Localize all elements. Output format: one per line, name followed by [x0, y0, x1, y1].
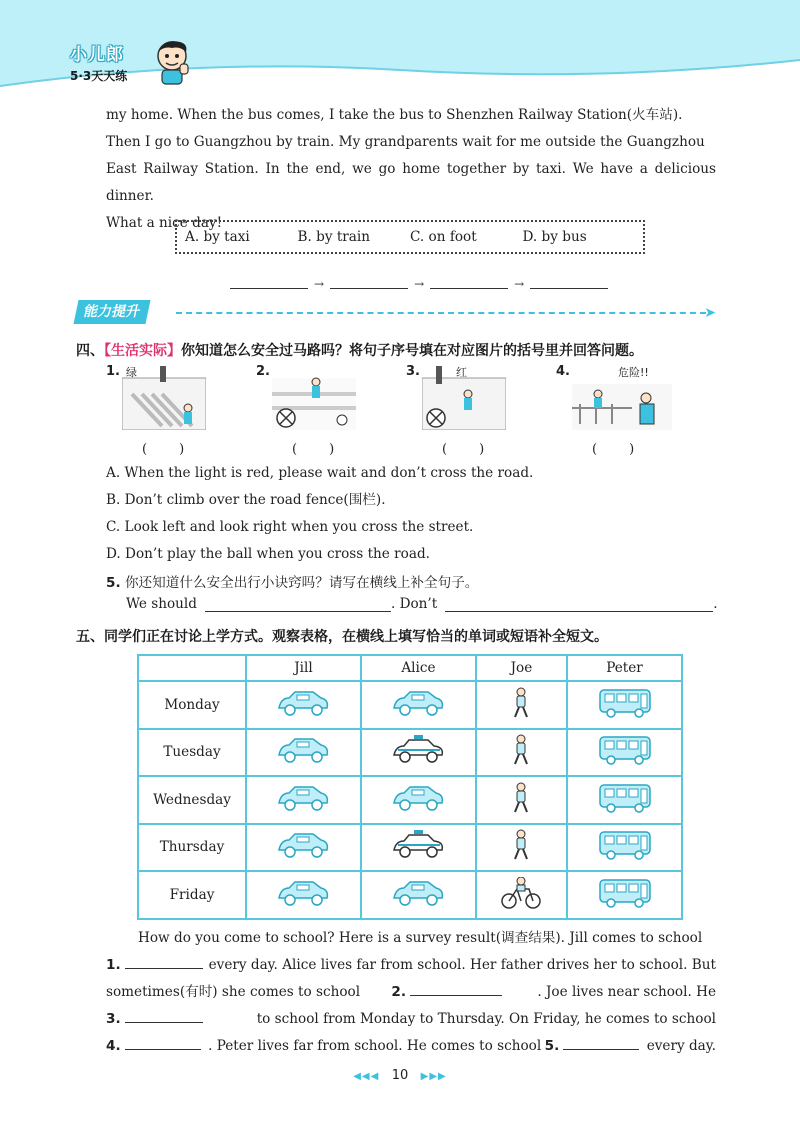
- survey-passage: [106, 925, 716, 1060]
- bus-icon: [597, 849, 653, 865]
- banner-dashed-line: [176, 312, 706, 314]
- table-row: [138, 681, 682, 729]
- blank-number: 3.: [106, 1011, 121, 1027]
- transport-cell: [246, 871, 361, 919]
- dont-blank[interactable]: [445, 598, 713, 612]
- car-icon: [275, 896, 331, 912]
- answer-paren[interactable]: ( ): [442, 442, 487, 457]
- column-header: Alice: [361, 655, 476, 681]
- transport-cell: [567, 871, 682, 919]
- picture-caption: 绿: [126, 366, 137, 379]
- walk-icon: [508, 802, 534, 818]
- transport-cell: [567, 824, 682, 872]
- fence-climbing-icon: [572, 364, 672, 430]
- transport-survey-table: [137, 654, 683, 920]
- table-row: [138, 824, 682, 872]
- answer-blank-3[interactable]: [125, 1009, 203, 1023]
- sequence-blank-4[interactable]: [530, 279, 608, 289]
- option-b: B. by train: [297, 229, 371, 245]
- transport-cell: [476, 681, 567, 729]
- intro-line: East Railway Station. In the end, we go home together by taxi. We have a delicious dinner.: [106, 161, 716, 204]
- ball-on-road-icon: [272, 364, 356, 430]
- car-icon: [390, 706, 446, 722]
- question-prompt: 你知道怎么安全过马路吗？将句子序号填在对应图片的括号里并回答问题。: [181, 343, 643, 359]
- sub-question-5: [106, 571, 478, 591]
- intro-line: Then I go to Guangzhou by train. My grandparents wait for me outside the Guangzhou: [106, 134, 705, 150]
- transport-cell: [567, 681, 682, 729]
- passage-line: [106, 1006, 716, 1033]
- answer-blank-4[interactable]: [125, 1036, 201, 1050]
- arrow-right-icon: →: [514, 277, 525, 291]
- question-number: 四、: [76, 343, 104, 359]
- sequence-blank-3[interactable]: [430, 279, 508, 289]
- intro-line: What a nice day!: [106, 215, 223, 231]
- bike-icon: [499, 897, 543, 913]
- bus-icon: [597, 754, 653, 770]
- bus-icon: [597, 802, 653, 818]
- day-cell: Tuesday: [138, 729, 246, 777]
- sentence-option: D. Don’t play the ball when you cross the road.: [106, 546, 430, 562]
- arrow-head-icon: ➤: [704, 305, 716, 321]
- column-header: Joe: [476, 655, 567, 681]
- transport-cell: [361, 729, 476, 777]
- sentence-option: C. Look left and look right when you cross the street.: [106, 519, 474, 535]
- fill-end-period: .: [713, 596, 718, 612]
- question-number: 五、: [76, 629, 104, 645]
- question-prompt: 同学们正在讨论上学方式。观察表格，在横线上填写恰当的单词或短语补全短文。: [104, 629, 608, 645]
- passage-text: sometimes(有时) she comes to school: [106, 984, 361, 1000]
- picture-caption: 危险!!: [618, 366, 649, 379]
- passage-text: to school from Monday to Thursday. On Friday, he comes to school: [256, 1011, 716, 1027]
- passage-text: . Joe lives near school. He: [537, 984, 716, 1000]
- picture-number: 2.: [256, 364, 270, 379]
- bus-icon: [597, 707, 653, 723]
- transport-cell: [246, 681, 361, 729]
- answer-blank-2[interactable]: [410, 982, 502, 996]
- sentence-option: A. When the light is red, please wait and don’t cross the road.: [106, 465, 534, 481]
- transport-cell: [361, 871, 476, 919]
- series-name: 5·3天天练: [70, 69, 128, 83]
- transport-cell: [246, 824, 361, 872]
- car-icon: [275, 706, 331, 722]
- passage-line: [106, 925, 716, 952]
- page-number: 10: [391, 1068, 409, 1083]
- blank-number: 5.: [544, 1038, 560, 1054]
- car-icon: [390, 801, 446, 817]
- intro-passage: [106, 102, 716, 237]
- day-cell: Wednesday: [138, 776, 246, 824]
- column-header: Jill: [246, 655, 361, 681]
- passage-line: [106, 1033, 716, 1060]
- bus-icon: [597, 897, 653, 913]
- day-cell: Friday: [138, 871, 246, 919]
- intro-line: my home. When the bus comes, I take the bus to Shenzhen Railway Station(火车站).: [106, 107, 683, 123]
- walk-icon: [508, 754, 534, 770]
- we-should-blank[interactable]: [205, 598, 391, 612]
- table-row: [138, 729, 682, 777]
- table-header-row: [138, 655, 682, 681]
- answer-paren[interactable]: ( ): [142, 442, 187, 457]
- page-footer: [0, 1068, 800, 1083]
- safety-pictures: [100, 364, 660, 457]
- answer-paren[interactable]: ( ): [592, 442, 637, 457]
- taxi-icon: [390, 753, 446, 769]
- sequence-answer-row: [230, 277, 608, 291]
- taxi-icon: [390, 848, 446, 864]
- safety-tip-fill-line: [126, 596, 726, 612]
- logo-text: 小儿郎: [70, 45, 124, 65]
- answer-paren[interactable]: ( ): [292, 442, 337, 457]
- option-d: D. by bus: [522, 229, 587, 245]
- transport-cell: [476, 776, 567, 824]
- passage-text: . Peter lives far from school. He comes to school: [208, 1038, 542, 1054]
- transport-cell: [246, 729, 361, 777]
- answer-blank-1[interactable]: [125, 955, 203, 969]
- sub-question-number: 5.: [106, 575, 121, 591]
- question-4-title: [76, 340, 643, 360]
- transport-options-box: [175, 220, 645, 254]
- sentence-option: B. Don’t climb over the road fence(围栏).: [106, 492, 386, 508]
- sub-question-prompt: 你还知道什么安全出行小诀窍吗？请写在横线上补全句子。: [124, 575, 479, 591]
- blank-number: 4.: [106, 1038, 121, 1054]
- mascot-icon: [150, 38, 194, 86]
- column-header: Peter: [567, 655, 682, 681]
- passage-text: every day. Alice lives far from school. Her father drives her to school. But: [208, 957, 716, 973]
- transport-cell: [246, 776, 361, 824]
- transport-cell: [567, 776, 682, 824]
- answer-blank-5[interactable]: [563, 1036, 639, 1050]
- picture-number: 1.: [106, 364, 120, 379]
- dont-label: . Don’t: [390, 596, 438, 612]
- blank-number: 1.: [106, 957, 121, 973]
- section-banner-label: 能力提升: [73, 300, 150, 324]
- arrow-right-icon: →: [314, 277, 325, 291]
- picture-number: 4.: [556, 364, 570, 379]
- day-cell: Monday: [138, 681, 246, 729]
- section-banner: [76, 300, 716, 326]
- picture-caption: 红: [456, 366, 467, 379]
- we-should-label: We should: [126, 596, 197, 612]
- arrow-right-icon: →: [414, 277, 425, 291]
- table-row: [138, 871, 682, 919]
- sequence-blank-1[interactable]: [230, 279, 308, 289]
- question-5-title: [76, 626, 608, 646]
- corner-cell: [138, 655, 246, 681]
- red-light-crossing-icon: [422, 364, 506, 430]
- transport-cell: [476, 824, 567, 872]
- sequence-blank-2[interactable]: [330, 279, 408, 289]
- blank-number: 2.: [391, 984, 407, 1000]
- passage-line: [106, 952, 716, 979]
- transport-cell: [361, 776, 476, 824]
- day-cell: Thursday: [138, 824, 246, 872]
- transport-cell: [361, 824, 476, 872]
- transport-cell: [476, 729, 567, 777]
- brand-logo: [70, 40, 127, 84]
- passage-text: every day.: [646, 1038, 716, 1054]
- transport-cell: [476, 871, 567, 919]
- option-c: C. on foot: [410, 229, 477, 245]
- walk-icon: [508, 849, 534, 865]
- car-icon: [275, 753, 331, 769]
- passage-line: [106, 979, 716, 1006]
- crosswalk-green-light-icon: [122, 364, 206, 430]
- car-icon: [275, 801, 331, 817]
- transport-cell: [567, 729, 682, 777]
- option-a: A. by taxi: [185, 229, 250, 245]
- left-arrows-icon: ◀◀◀: [353, 1071, 380, 1082]
- walk-icon: [508, 707, 534, 723]
- car-icon: [275, 848, 331, 864]
- passage-text: How do you come to school? Here is a survey result(调查结果). Jill comes to school: [138, 930, 703, 946]
- picture-number: 3.: [406, 364, 420, 379]
- car-icon: [390, 896, 446, 912]
- sentence-options: [106, 460, 706, 568]
- table-row: [138, 776, 682, 824]
- transport-cell: [361, 681, 476, 729]
- question-tag: 【生活实际】: [104, 343, 181, 359]
- right-arrows-icon: ▶▶▶: [420, 1071, 447, 1082]
